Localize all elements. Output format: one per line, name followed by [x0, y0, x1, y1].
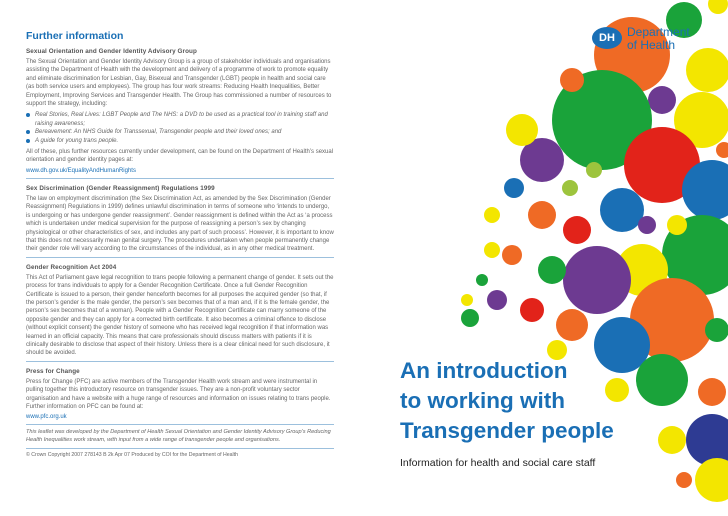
decorative-circle [708, 0, 728, 14]
list-item: Bereavement: An NHS Guide for Transsexual, Transgender people and their loved ones; and [26, 128, 334, 136]
decorative-circle [695, 458, 728, 502]
dh-logo [592, 26, 710, 62]
dh-name-line1: Department [627, 25, 690, 39]
advisory-group-paragraph: The Sexual Orientation and Gender Identity Advisory Group is a group of stakeholder individuals and organisations assisting the Department of Health with the development and delivery of a programme of work to promote equality and eliminate discrimination for Lesbian, Gay, Bisexual and Transgender (LGBT) people in health and social care (as both service users and employees). The group has four work streams: Reducing Health Inequalities, Better Employment, Improving Services and Transgender Health. The Group has commissioned a number of resources to support the strategy, including: [26, 59, 332, 108]
decorative-circle [586, 162, 602, 178]
leaflet-credit: This leaflet was developed by the Department of Health Sexual Orientation and Gender Identity Advisory Group’s Reducing Health Inequalities work stream, with input from a wide range of transgender people and organisations. [26, 429, 331, 443]
decorative-circle [528, 201, 556, 229]
decorative-circle [487, 290, 507, 310]
decorative-circle [638, 216, 656, 234]
decorative-circle [538, 256, 566, 284]
dh-name [627, 26, 690, 52]
gender-recognition-heading: Gender Recognition Act 2004 [26, 263, 117, 271]
decorative-circle [562, 180, 578, 196]
decorative-circle [686, 414, 728, 466]
pfc-link[interactable]: www.pfc.org.uk [26, 414, 67, 421]
dh-mark: DH [592, 27, 622, 49]
decorative-circle [506, 114, 538, 146]
bullet-icon [26, 130, 30, 134]
decorative-circle [502, 245, 522, 265]
dh-equality-link[interactable]: www.dh.gov.uk/EqualityAndHumanRights [26, 167, 136, 174]
decorative-circle [716, 142, 728, 158]
decorative-circle [461, 309, 479, 327]
resource-list [26, 111, 334, 145]
decorative-circle [484, 242, 500, 258]
decorative-circle [563, 246, 631, 314]
title-line-3: Transgender people [400, 418, 614, 443]
title-line-1: An introduction [400, 358, 568, 383]
sex-discrimination-heading: Sex Discrimination (Gender Reassignment) Regulations 1999 [26, 184, 215, 192]
advisory-group-heading: Sexual Orientation and Gender Identity Advisory Group [26, 48, 197, 55]
decorative-circle [698, 378, 726, 406]
left-column [26, 30, 334, 458]
list-item: Real Stories, Real Lives: LGBT People and The NHS: a DVD to be used as a practical tool in training staff and raising awareness; [26, 111, 334, 128]
decorative-circle [560, 68, 584, 92]
decorative-circle [636, 354, 688, 406]
decorative-circle [676, 472, 692, 488]
press-for-change-heading: Press for Change [26, 367, 80, 375]
divider [26, 361, 334, 362]
divider [26, 424, 334, 425]
cover-title [400, 356, 614, 446]
press-for-change-paragraph: Press for Change (PFC) are active members of the Transgender Health work stream and were instrumental in pulling together this introductory resource on transgender issues. They are a non-profit voluntary sector organisation and have a website with a huge range of resources and information on issues relating to trans people. Further information on PFC can be found at: [26, 378, 331, 410]
list-item: A guide for young trans people. [26, 137, 334, 145]
divider [26, 448, 334, 449]
dh-name-line2: of Health [627, 38, 676, 52]
sex-discrimination-paragraph: The law on employment discrimination (the Sex Discrimination Act, as amended by the Sex Discrimination (Gender Reassignment) Regulations in 1999) defines unlawful discrimination in terms of someone who ‘intends to undergo, is undergoing or has undergone gender reassignment’. Gender reassignment is defined within the Act as ‘a process which is undertaken under medical supervision for the purpose of reassigning a person’s sex by changing physiological or other characteristics of sex, and includes any part of such process’. However, it is important to know that this does not necessarily mean genital surgery. The procedures undertaken when people permanently change their gender role will vary according to the circumstances of the individual, as in any other medical treatment. [26, 195, 334, 253]
bullet-icon [26, 139, 30, 143]
copyright-line: © Crown Copyright 2007 278143 B 2k Apr 07 Produced by COI for the Department of Health [26, 451, 239, 458]
decorative-circle [563, 216, 591, 244]
decorative-circle [476, 274, 488, 286]
divider [26, 257, 334, 258]
decorative-circle [667, 215, 687, 235]
decorative-circle [556, 309, 588, 341]
decorative-circle [600, 188, 644, 232]
decorative-circle [484, 207, 500, 223]
decorative-circle [520, 298, 544, 322]
divider [26, 178, 334, 179]
decorative-circle [705, 318, 728, 342]
further-information-heading: Further information [26, 30, 124, 42]
cover-subtitle: Information for health and social care staff [400, 457, 596, 469]
decorative-circle [658, 426, 686, 454]
gender-recognition-paragraph: This Act of Parliament gave legal recognition to trans people following a permanent change of gender. It sets out the process for trans individuals to apply for a Gender Recognition Certificate. Once a full Gender Recognition Certificate is issued to a person, their gender henceforth becomes for all purposes the acquired gender (so that, if the person’s gender is the male gender, the person’s sex becomes that of a man and, if it is the female gender, the person’s sex becomes that of a woman). People with a Gender Recognition Certificate can marry someone of the opposite gender and they can apply for a corrected birth certificate. It also becomes a criminal offence to disclose (without explicit consent) the gender history of someone who has received legal recognition if that information was learned in an official capacity. This means that care professionals should discuss matters with patients if it is clinically desirable to disclose that aspect of their history. Unless there is a clear clinical need for such disclosure, it should be avoided. [26, 274, 334, 357]
decorative-circle [648, 86, 676, 114]
title-line-2: to working with [400, 388, 565, 413]
decorative-circle [504, 178, 524, 198]
bullet-icon [26, 113, 30, 117]
decorative-circle [461, 294, 473, 306]
resources-paragraph: All of these, plus further resources currently under development, can be found on the Department of Health’s sexual orientation and gender identity pages at: [26, 149, 334, 164]
